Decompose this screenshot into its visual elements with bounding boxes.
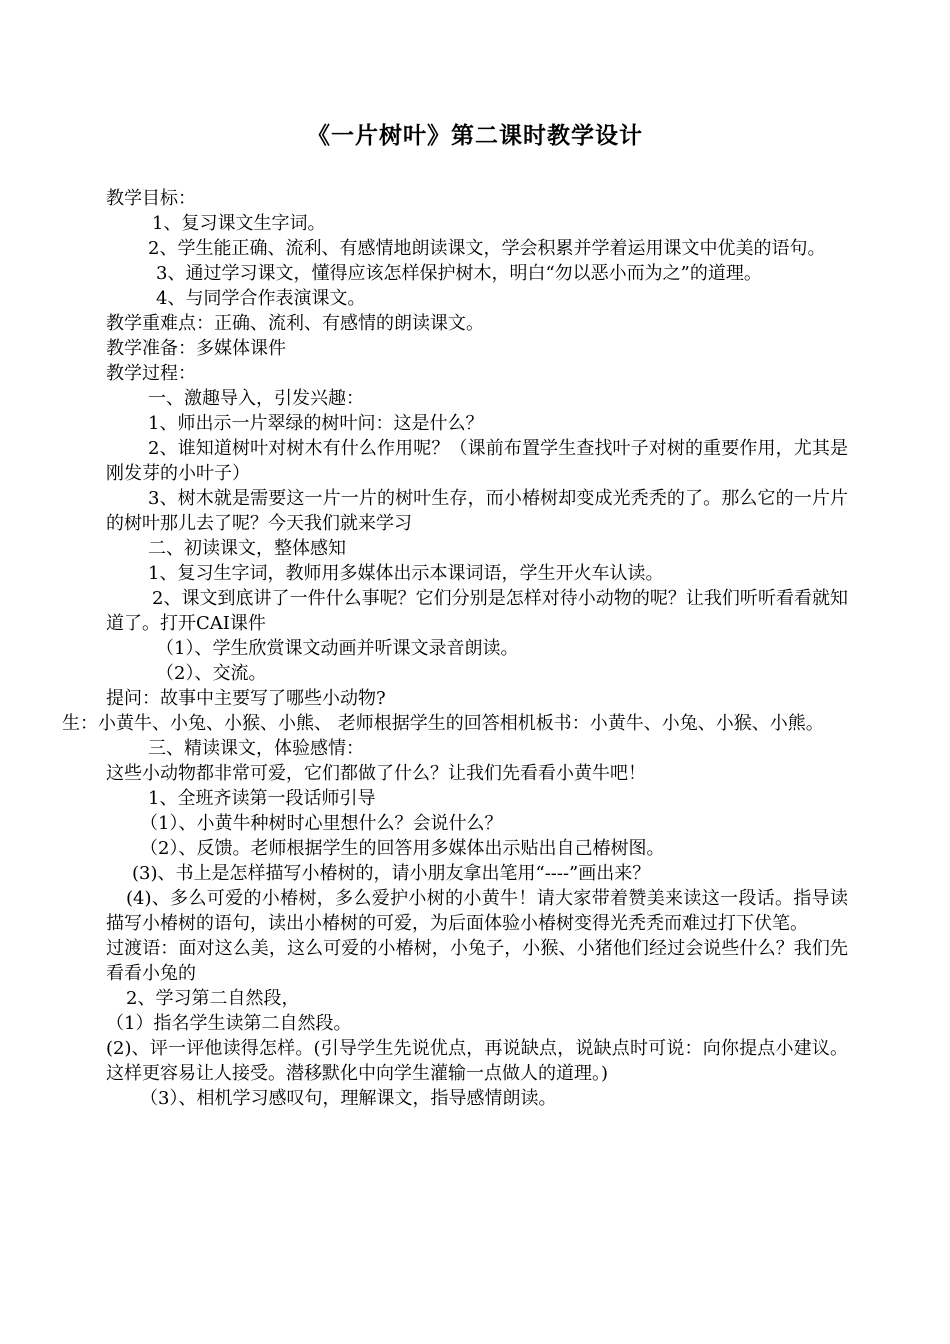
document-title: 《一片树叶》第二课时教学设计 — [307, 122, 643, 149]
paragraph-key-difficulty: 教学重难点：正确、流利、有感情的朗读课文。 — [106, 313, 484, 334]
paragraph-step-2-2-b: （2）、交流。 — [156, 663, 267, 684]
paragraph-step-2-1: 1、复习生字词，教师用多媒体出示本课词语，学生开火车认读。 — [148, 563, 664, 584]
paragraph-transition: 过渡语：面对这么美，这么可爱的小椿树，小兔子，小猴、小猪他们经过会说些什么？我们先看看小兔的 — [106, 938, 848, 984]
paragraph-step-3-2-b: (2)、评一评他读得怎样。(引导学生先说优点，再说缺点，说缺点时可说：向你提点小建议。这样更容易让人接受。潜移默化中向学生灌输一点做人的道理。) — [106, 1038, 848, 1084]
paragraph-step-3-2-c: （3）、相机学习感叹句，理解课文，指导感情朗读。 — [140, 1088, 557, 1109]
paragraph-step-3-1-a: （1）、小黄牛种树时心里想什么？会说什么？ — [140, 813, 503, 834]
document-body — [62, 186, 848, 1111]
paragraph-section-3-intro: 这些小动物都非常可爱，它们都做了什么？让我们先看看小黄牛吧！ — [106, 763, 646, 784]
paragraph-section-2-heading: 二、初读课文，整体感知 — [148, 538, 346, 559]
paragraph-question: 提问：故事中主要写了哪些小动物? — [106, 688, 386, 709]
paragraph-goal-2: 2、学生能正确、流利、有感情地朗读课文，学会积累并学着运用课文中优美的语句。 — [148, 238, 826, 259]
paragraph-step-2-2-a: （1）、学生欣赏课文动画并听课文录音朗读。 — [156, 638, 519, 659]
paragraph-goal-1: 1、复习课文生字词。 — [152, 213, 326, 234]
paragraph-goals-heading: 教学目标： — [106, 188, 196, 209]
paragraph-step-3-1-c: (3)、书上是怎样描写小椿树的，请小朋友拿出笔用“----”画出来？ — [132, 863, 651, 884]
paragraph-section-3-heading: 三、精读课文，体验感情： — [148, 738, 364, 759]
paragraph-step-2-2: 2、课文到底讲了一件什么事呢？它们分别是怎样对待小动物的呢？让我们听听看看就知道了。打开CAI课件 — [106, 588, 848, 634]
paragraph-goal-4: 4、与同学合作表演课文。 — [156, 288, 366, 309]
paragraph-step-1-2: 2、谁知道树叶对树木有什么作用呢？（课前布置学生查找叶子对树的重要作用，尤其是刚发芽的小叶子） — [106, 438, 848, 484]
paragraph-student-answer: 生：小黄牛、小兔、小猴、小熊、 老师根据学生的回答相机板书：小黄牛、小兔、小猴、小熊。 — [62, 713, 824, 734]
paragraph-step-3-1-d: (4)、多么可爱的小椿树，多么爱护小树的小黄牛！请大家带着赞美来读这一段话。指导读描写小椿树的语句，读出小椿树的可爱，为后面体验小椿树变得光秃秃而难过打下伏笔。 — [106, 888, 848, 934]
paragraph-step-3-1-b: （2）、反馈。老师根据学生的回答用多媒体出示贴出自己椿树图。 — [140, 838, 665, 859]
paragraph-preparation: 教学准备：多媒体课件 — [106, 338, 286, 359]
paragraph-step-3-1: 1、全班齐读第一段话师引导 — [148, 788, 376, 809]
paragraph-goal-3: 3、通过学习课文，懂得应该怎样保护树木，明白“勿以恶小而为之”的道理。 — [156, 263, 762, 284]
paragraph-process-heading: 教学过程： — [106, 363, 196, 384]
paragraph-step-1-3: 3、树木就是需要这一片一片的树叶生存，而小椿树却变成光秃秃的了。那么它的一片片的树叶那儿去了呢？今天我们就来学习 — [106, 488, 848, 534]
paragraph-section-1-heading: 一、激趣导入，引发兴趣： — [148, 388, 364, 409]
paragraph-step-3-2: 2、学习第二自然段， — [126, 988, 300, 1009]
paragraph-step-1-1: 1、师出示一片翠绿的树叶问：这是什么？ — [148, 413, 484, 434]
paragraph-step-3-2-a: （1）指名学生读第二自然段。 — [106, 1013, 352, 1034]
